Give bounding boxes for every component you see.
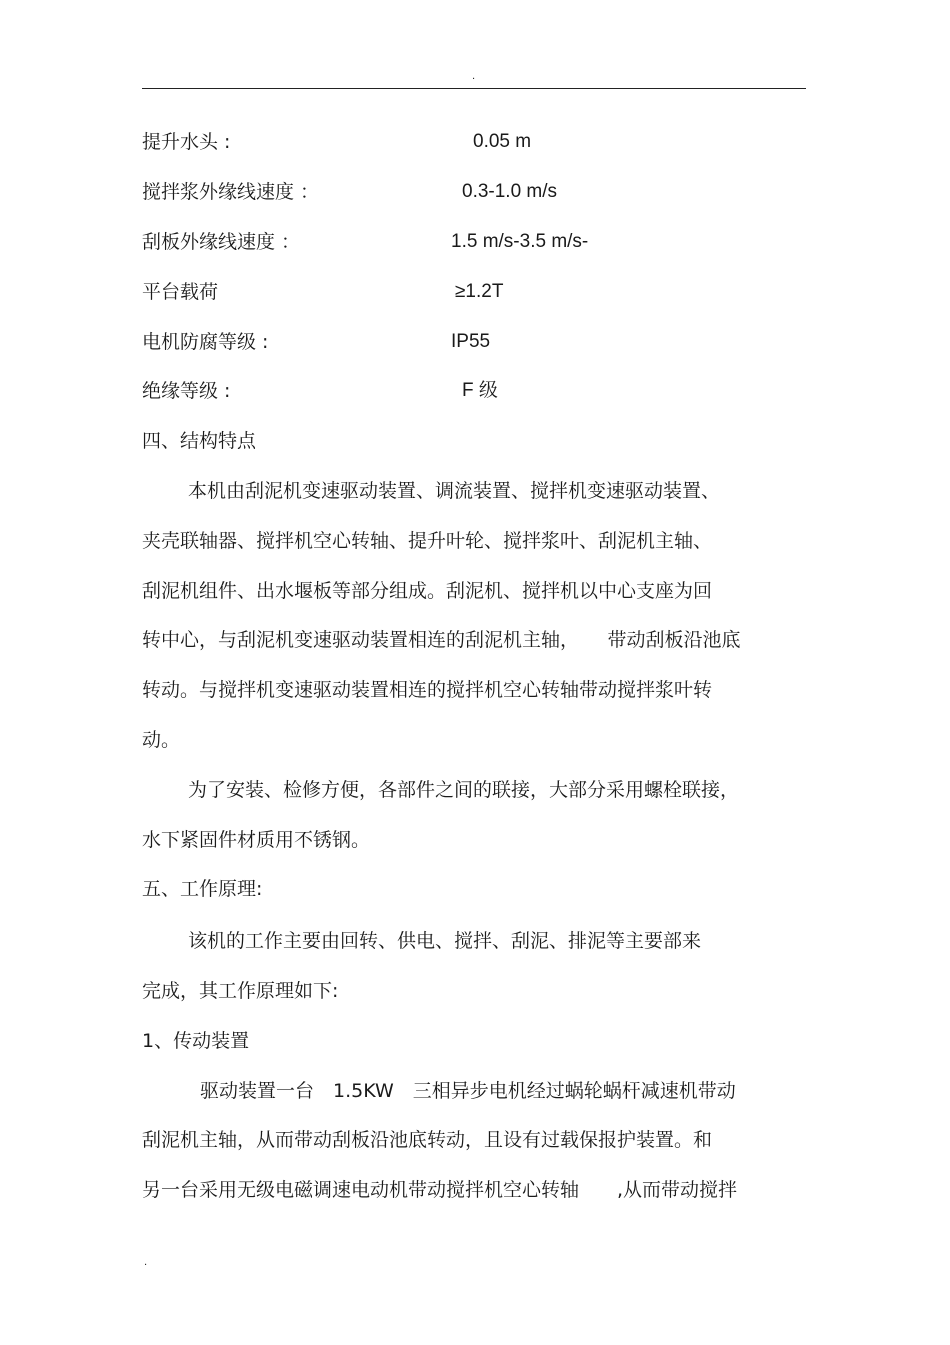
header-marker: . — [472, 71, 476, 82]
section-heading-structure: 四、结构特点 — [142, 430, 257, 452]
paragraph-line: 动。 — [142, 729, 181, 751]
paragraph-line: 该机的工作主要由回转、供电、搅拌、刮泥、排泥等主要部来 — [188, 930, 702, 952]
spec-value: F 级 — [462, 380, 498, 401]
spec-value: IP55 — [451, 331, 491, 352]
footer-marker: . — [144, 1257, 148, 1268]
paragraph-line: 夹壳联轴器、搅拌机空心转轴、提升叶轮、搅拌浆叶、刮泥机主轴、 — [142, 530, 713, 552]
paragraph-line: 水下紧固件材质用不锈钢。 — [142, 829, 371, 851]
spec-label: 电机防腐等级 : — [142, 331, 269, 353]
spec-value: ≥1.2T — [455, 281, 504, 302]
spec-label: 提升水头 : — [142, 131, 231, 153]
paragraph-line: 本机由刮泥机变速驱动装置、调流装置、搅拌机变速驱动装置、 — [188, 480, 721, 502]
paragraph-line: 驱动装置一台 1.5KW 三相异步电机经过蜗轮蜗杆减速机带动 — [200, 1080, 736, 1102]
spec-label: 刮板外缘线速度 ： — [142, 231, 301, 253]
spec-label: 绝缘等级 : — [142, 380, 231, 402]
spec-label: 搅拌浆外缘线速度 ： — [142, 181, 320, 203]
paragraph-line: 刮泥机组件、出水堰板等部分组成。刮泥机、搅拌机以中心支座为回 — [142, 580, 713, 602]
header-rule — [142, 88, 806, 89]
paragraph-line: 转动。与搅拌机变速驱动装置相连的搅拌机空心转轴带动搅拌浆叶转 — [142, 679, 713, 701]
subheading-transmission: 1、传动装置 — [142, 1030, 250, 1052]
paragraph-line: 为了安装、检修方便，各部件之间的联接，大部分采用螺栓联接， — [188, 779, 740, 801]
spec-value: 1.5 m/s-3.5 m/s- — [451, 231, 589, 252]
spec-label: 平台载荷 — [142, 281, 219, 303]
paragraph-line: 刮泥机主轴，从而带动刮板沿池底转动，且设有过载保报护装置。和 — [142, 1129, 713, 1151]
spec-value: 0.3-1.0 m/s — [462, 181, 558, 202]
paragraph-line: 转中心，与刮泥机变速驱动装置相连的刮泥机主轴， 带动刮板沿池底 — [142, 629, 741, 651]
paragraph-line: 完成，其工作原理如下: — [142, 980, 339, 1002]
section-heading-principle: 五、工作原理: — [142, 878, 263, 900]
paragraph-line: 另一台采用无级电磁调速电动机带动搅拌机空心转轴 ,从而带动搅拌 — [142, 1179, 738, 1201]
spec-value: 0.05 m — [473, 131, 532, 152]
